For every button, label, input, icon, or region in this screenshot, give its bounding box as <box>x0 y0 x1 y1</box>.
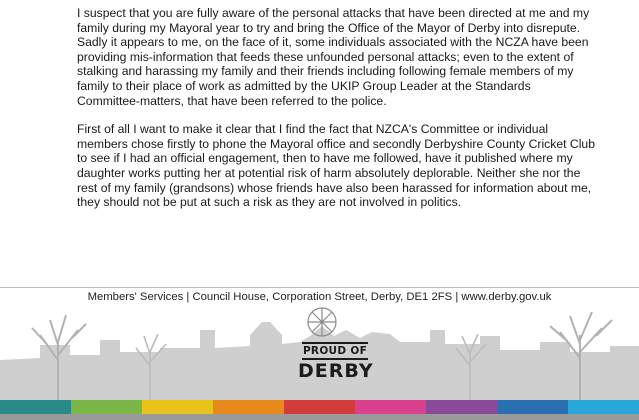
logo-bottom-text: DERBY <box>298 360 374 382</box>
color-strip-segment <box>568 400 639 414</box>
proud-of-derby-logo <box>298 342 372 386</box>
logo-top-text: PROUD OF <box>302 342 368 360</box>
color-strip-segment <box>284 400 355 414</box>
paragraph-2: First of all I want to make it clear that I find the fact that NZCA's Committee or individual members chose firstly to phone the Mayoral office and secondly Derbyshire County Cricket Club to see if I had an official engagement, then to have me followed, have it published where my daughter works putting her at potential risk of harm absolutely deplorable. Neither she nor the rest of my family (grandsons) whose friends have also been harassed for information about me, they should not be put at such a risk as they are not involved in politics. <box>77 122 595 210</box>
letter-body <box>77 6 597 224</box>
ferris-wheel <box>308 308 336 336</box>
color-strip-segment <box>71 400 142 414</box>
paragraph-1: I suspect that you are fully aware of the personal attacks that have been directed at me and my family during my Mayoral year to try and bring the Office of the Mayor of Derby into disrepute. Sadly it appears to me, on the face of it, some individuals associated with the NCZA have been providing mis-information that feeds these unfounded personal attacks; even to the extent of stalking and harassing my family and their friends including following female members of my family to their place of work as admitted by the UKIP Group Leader at the Standards Committee-matters, that have been referred to the police. <box>77 6 590 108</box>
bottom-band <box>0 414 639 420</box>
color-strip-segment <box>355 400 426 414</box>
color-strip-segment <box>142 400 213 414</box>
color-strip-segment <box>497 400 568 414</box>
color-strip-segment <box>0 400 71 414</box>
color-strip-segment <box>213 400 284 414</box>
footer-divider <box>0 287 639 288</box>
footer-address: Members' Services | Council House, Corporation Street, Derby, DE1 2FS | www.derby.gov.uk <box>87 291 552 303</box>
color-strip <box>0 400 639 414</box>
color-strip-segment <box>426 400 497 414</box>
